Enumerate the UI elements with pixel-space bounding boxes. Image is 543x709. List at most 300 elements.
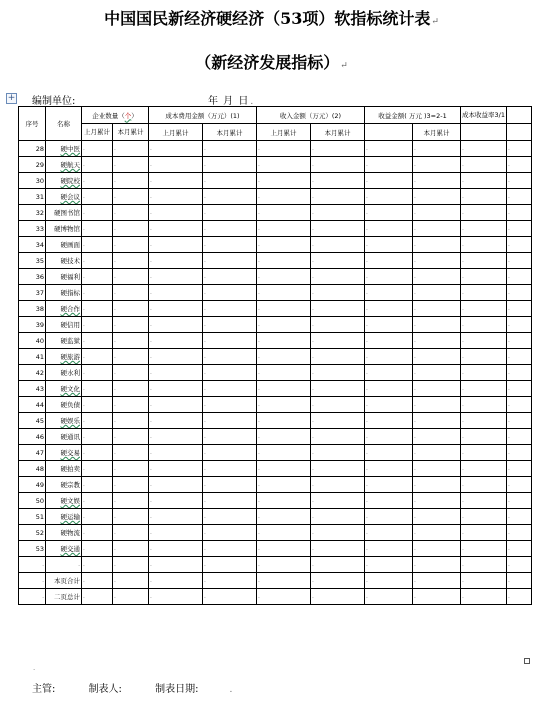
- data-cell[interactable]: .: [365, 493, 413, 509]
- data-cell[interactable]: .: [203, 301, 257, 317]
- data-cell[interactable]: .: [365, 381, 413, 397]
- data-cell[interactable]: .: [311, 557, 365, 573]
- data-cell[interactable]: .: [311, 349, 365, 365]
- data-cell[interactable]: .: [149, 141, 203, 157]
- data-cell[interactable]: .: [113, 381, 149, 397]
- data-cell[interactable]: .: [507, 253, 532, 269]
- data-cell[interactable]: .: [311, 477, 365, 493]
- data-cell[interactable]: .: [311, 269, 365, 285]
- data-cell[interactable]: .: [113, 493, 149, 509]
- data-cell[interactable]: .: [413, 525, 461, 541]
- data-cell[interactable]: .: [413, 445, 461, 461]
- data-cell[interactable]: .: [311, 525, 365, 541]
- data-cell[interactable]: .: [507, 189, 532, 205]
- data-cell[interactable]: .: [365, 189, 413, 205]
- data-cell[interactable]: .: [257, 541, 311, 557]
- data-cell[interactable]: .: [507, 157, 532, 173]
- data-cell[interactable]: .: [507, 301, 532, 317]
- data-cell[interactable]: .: [203, 557, 257, 573]
- data-cell[interactable]: .: [113, 221, 149, 237]
- data-cell[interactable]: .: [82, 253, 113, 269]
- data-cell[interactable]: .: [257, 493, 311, 509]
- data-cell[interactable]: .: [507, 285, 532, 301]
- data-cell[interactable]: .: [461, 493, 507, 509]
- data-cell[interactable]: .: [203, 397, 257, 413]
- data-cell[interactable]: .: [113, 285, 149, 301]
- data-cell[interactable]: .: [203, 445, 257, 461]
- compiling-unit-label: 编制单位:: [32, 96, 76, 107]
- table-move-handle-icon[interactable]: +: [7, 93, 16, 103]
- data-cell[interactable]: .: [82, 413, 113, 429]
- data-cell[interactable]: .: [461, 381, 507, 397]
- data-cell[interactable]: .: [82, 189, 113, 205]
- data-cell[interactable]: .: [365, 557, 413, 573]
- data-cell[interactable]: .: [365, 269, 413, 285]
- data-cell[interactable]: .: [507, 445, 532, 461]
- data-cell[interactable]: .: [365, 509, 413, 525]
- data-cell[interactable]: .: [113, 205, 149, 221]
- data-cell[interactable]: .: [257, 445, 311, 461]
- data-cell[interactable]: .: [113, 173, 149, 189]
- data-cell[interactable]: .: [203, 221, 257, 237]
- data-cell[interactable]: .: [113, 445, 149, 461]
- data-cell[interactable]: .: [413, 253, 461, 269]
- data-cell[interactable]: .: [507, 221, 532, 237]
- data-cell[interactable]: .: [365, 157, 413, 173]
- data-cell[interactable]: .: [257, 573, 311, 589]
- data-cell[interactable]: .: [203, 509, 257, 525]
- data-cell[interactable]: .: [413, 573, 461, 589]
- data-cell[interactable]: .: [311, 397, 365, 413]
- data-cell[interactable]: .: [365, 349, 413, 365]
- data-cell[interactable]: .: [413, 397, 461, 413]
- data-cell[interactable]: .: [507, 397, 532, 413]
- data-cell[interactable]: .: [413, 237, 461, 253]
- data-cell[interactable]: .: [203, 381, 257, 397]
- data-cell[interactable]: .: [507, 541, 532, 557]
- data-cell[interactable]: .: [461, 285, 507, 301]
- data-cell[interactable]: .: [311, 141, 365, 157]
- data-cell[interactable]: .: [82, 237, 113, 253]
- data-cell[interactable]: .: [113, 461, 149, 477]
- data-cell[interactable]: .: [257, 413, 311, 429]
- data-cell[interactable]: .: [113, 413, 149, 429]
- data-cell[interactable]: .: [257, 301, 311, 317]
- data-cell[interactable]: .: [507, 349, 532, 365]
- data-cell[interactable]: .: [311, 429, 365, 445]
- data-cell[interactable]: .: [413, 429, 461, 445]
- data-cell[interactable]: .: [82, 541, 113, 557]
- data-cell[interactable]: .: [203, 573, 257, 589]
- data-cell[interactable]: .: [461, 157, 507, 173]
- data-cell[interactable]: .: [413, 317, 461, 333]
- data-cell[interactable]: .: [82, 525, 113, 541]
- data-cell[interactable]: .: [113, 589, 149, 605]
- data-cell[interactable]: .: [507, 493, 532, 509]
- data-cell[interactable]: .: [82, 285, 113, 301]
- data-cell[interactable]: .: [82, 157, 113, 173]
- data-cell[interactable]: .: [149, 477, 203, 493]
- data-cell[interactable]: .: [461, 477, 507, 493]
- data-cell[interactable]: .: [203, 141, 257, 157]
- data-cell[interactable]: .: [257, 221, 311, 237]
- data-cell[interactable]: .: [461, 349, 507, 365]
- data-cell[interactable]: .: [257, 189, 311, 205]
- data-cell[interactable]: .: [461, 413, 507, 429]
- data-cell[interactable]: .: [507, 333, 532, 349]
- data-cell[interactable]: .: [507, 381, 532, 397]
- data-cell[interactable]: .: [113, 253, 149, 269]
- data-cell[interactable]: .: [461, 525, 507, 541]
- data-cell[interactable]: .: [413, 477, 461, 493]
- data-cell[interactable]: .: [149, 525, 203, 541]
- data-cell[interactable]: .: [82, 381, 113, 397]
- data-cell[interactable]: .: [507, 509, 532, 525]
- data-cell[interactable]: .: [257, 429, 311, 445]
- data-cell[interactable]: .: [257, 157, 311, 173]
- data-cell[interactable]: .: [149, 589, 203, 605]
- data-cell[interactable]: .: [413, 221, 461, 237]
- data-cell[interactable]: .: [413, 493, 461, 509]
- data-cell[interactable]: .: [203, 253, 257, 269]
- data-cell[interactable]: .: [113, 477, 149, 493]
- data-cell[interactable]: .: [82, 365, 113, 381]
- data-cell[interactable]: .: [203, 269, 257, 285]
- data-cell[interactable]: .: [149, 349, 203, 365]
- data-cell[interactable]: .: [113, 541, 149, 557]
- data-cell[interactable]: .: [311, 381, 365, 397]
- data-cell[interactable]: .: [203, 365, 257, 381]
- data-cell[interactable]: .: [311, 317, 365, 333]
- data-cell[interactable]: .: [203, 589, 257, 605]
- data-cell[interactable]: .: [257, 589, 311, 605]
- data-cell[interactable]: .: [82, 493, 113, 509]
- data-cell[interactable]: .: [113, 333, 149, 349]
- data-cell[interactable]: .: [365, 365, 413, 381]
- data-cell[interactable]: .: [82, 573, 113, 589]
- data-cell[interactable]: .: [461, 269, 507, 285]
- data-cell[interactable]: .: [82, 397, 113, 413]
- data-cell[interactable]: .: [82, 221, 113, 237]
- data-cell[interactable]: .: [113, 573, 149, 589]
- data-cell[interactable]: .: [113, 317, 149, 333]
- data-cell[interactable]: .: [203, 285, 257, 301]
- data-cell[interactable]: .: [149, 365, 203, 381]
- data-cell[interactable]: .: [365, 541, 413, 557]
- data-cell[interactable]: .: [311, 461, 365, 477]
- data-cell[interactable]: .: [311, 189, 365, 205]
- col-profit-header: 收益金额( 万元 )3=2-1: [365, 107, 461, 124]
- data-cell[interactable]: .: [149, 429, 203, 445]
- data-cell[interactable]: .: [203, 413, 257, 429]
- data-cell[interactable]: .: [257, 141, 311, 157]
- data-cell[interactable]: .: [311, 589, 365, 605]
- data-cell[interactable]: .: [203, 173, 257, 189]
- data-cell[interactable]: .: [149, 317, 203, 333]
- data-cell[interactable]: .: [257, 205, 311, 221]
- data-cell[interactable]: .: [413, 141, 461, 157]
- data-cell[interactable]: .: [257, 557, 311, 573]
- data-cell[interactable]: .: [149, 573, 203, 589]
- data-cell[interactable]: .: [113, 237, 149, 253]
- data-cell[interactable]: .: [311, 413, 365, 429]
- data-cell[interactable]: .: [149, 173, 203, 189]
- data-cell[interactable]: .: [257, 397, 311, 413]
- data-cell[interactable]: .: [507, 269, 532, 285]
- data-cell[interactable]: .: [257, 317, 311, 333]
- data-cell[interactable]: .: [257, 365, 311, 381]
- data-cell[interactable]: .: [149, 397, 203, 413]
- data-cell[interactable]: .: [257, 477, 311, 493]
- data-cell[interactable]: .: [507, 317, 532, 333]
- data-cell[interactable]: .: [461, 237, 507, 253]
- rate-sub-header: [461, 124, 507, 141]
- data-cell[interactable]: .: [461, 333, 507, 349]
- data-cell[interactable]: .: [82, 301, 113, 317]
- data-cell[interactable]: .: [257, 285, 311, 301]
- data-cell[interactable]: .: [461, 461, 507, 477]
- data-cell[interactable]: .: [507, 173, 532, 189]
- data-cell[interactable]: .: [311, 285, 365, 301]
- data-cell[interactable]: .: [203, 157, 257, 173]
- data-cell[interactable]: .: [365, 589, 413, 605]
- data-cell[interactable]: .: [82, 349, 113, 365]
- data-cell[interactable]: .: [413, 349, 461, 365]
- data-cell[interactable]: .: [149, 301, 203, 317]
- data-cell[interactable]: .: [149, 541, 203, 557]
- data-cell[interactable]: .: [149, 509, 203, 525]
- data-cell[interactable]: .: [413, 301, 461, 317]
- data-cell[interactable]: .: [461, 397, 507, 413]
- data-cell[interactable]: .: [82, 557, 113, 573]
- data-cell[interactable]: .: [507, 205, 532, 221]
- data-cell[interactable]: .: [203, 333, 257, 349]
- data-cell[interactable]: .: [311, 445, 365, 461]
- data-cell[interactable]: .: [507, 557, 532, 573]
- data-cell[interactable]: .: [113, 509, 149, 525]
- data-cell[interactable]: .: [507, 429, 532, 445]
- data-cell[interactable]: .: [257, 381, 311, 397]
- data-cell[interactable]: .: [413, 189, 461, 205]
- data-cell[interactable]: .: [82, 333, 113, 349]
- data-cell[interactable]: .: [365, 477, 413, 493]
- data-cell[interactable]: .: [149, 333, 203, 349]
- data-cell[interactable]: .: [311, 333, 365, 349]
- data-cell[interactable]: .: [82, 429, 113, 445]
- data-cell[interactable]: .: [203, 317, 257, 333]
- data-cell[interactable]: .: [413, 461, 461, 477]
- data-cell[interactable]: .: [413, 509, 461, 525]
- data-cell[interactable]: .: [149, 493, 203, 509]
- data-cell[interactable]: .: [149, 189, 203, 205]
- data-cell[interactable]: .: [82, 205, 113, 221]
- data-cell[interactable]: .: [461, 573, 507, 589]
- data-cell[interactable]: .: [113, 429, 149, 445]
- data-cell[interactable]: .: [413, 365, 461, 381]
- data-cell[interactable]: .: [82, 317, 113, 333]
- data-cell[interactable]: .: [413, 269, 461, 285]
- data-cell[interactable]: .: [257, 509, 311, 525]
- data-cell[interactable]: .: [365, 285, 413, 301]
- data-cell[interactable]: .: [82, 589, 113, 605]
- data-cell[interactable]: .: [413, 589, 461, 605]
- row-name-text: 硬文化: [60, 385, 80, 393]
- data-cell[interactable]: .: [507, 413, 532, 429]
- data-cell[interactable]: .: [365, 413, 413, 429]
- data-cell[interactable]: .: [413, 173, 461, 189]
- data-cell[interactable]: .: [257, 333, 311, 349]
- data-cell[interactable]: .: [365, 173, 413, 189]
- data-cell[interactable]: .: [413, 381, 461, 397]
- data-cell[interactable]: .: [461, 317, 507, 333]
- data-cell[interactable]: .: [149, 381, 203, 397]
- data-cell[interactable]: .: [311, 541, 365, 557]
- data-cell[interactable]: .: [311, 573, 365, 589]
- data-cell[interactable]: .: [365, 237, 413, 253]
- data-cell[interactable]: .: [113, 301, 149, 317]
- data-cell[interactable]: .: [507, 461, 532, 477]
- data-cell[interactable]: .: [257, 173, 311, 189]
- data-cell[interactable]: .: [149, 221, 203, 237]
- data-cell[interactable]: .: [365, 445, 413, 461]
- data-cell[interactable]: .: [507, 589, 532, 605]
- data-cell[interactable]: .: [257, 461, 311, 477]
- data-cell[interactable]: .: [413, 205, 461, 221]
- data-cell[interactable]: .: [365, 525, 413, 541]
- data-cell[interactable]: .: [149, 413, 203, 429]
- data-cell[interactable]: .: [203, 541, 257, 557]
- data-cell[interactable]: .: [507, 525, 532, 541]
- data-cell[interactable]: .: [311, 365, 365, 381]
- data-cell[interactable]: .: [365, 317, 413, 333]
- data-cell[interactable]: .: [507, 573, 532, 589]
- data-cell[interactable]: .: [149, 557, 203, 573]
- data-cell[interactable]: .: [413, 557, 461, 573]
- data-cell[interactable]: .: [461, 173, 507, 189]
- data-cell[interactable]: .: [507, 477, 532, 493]
- data-cell[interactable]: .: [365, 205, 413, 221]
- data-cell[interactable]: .: [203, 429, 257, 445]
- data-cell[interactable]: .: [82, 173, 113, 189]
- data-cell[interactable]: .: [203, 525, 257, 541]
- data-cell[interactable]: .: [82, 445, 113, 461]
- data-cell[interactable]: .: [311, 221, 365, 237]
- data-cell[interactable]: .: [203, 349, 257, 365]
- data-cell[interactable]: .: [461, 205, 507, 221]
- data-cell[interactable]: .: [461, 189, 507, 205]
- data-cell[interactable]: .: [461, 509, 507, 525]
- row-number: 31: [19, 189, 46, 205]
- data-cell[interactable]: .: [149, 253, 203, 269]
- data-cell[interactable]: .: [413, 157, 461, 173]
- data-cell[interactable]: .: [149, 205, 203, 221]
- data-cell[interactable]: .: [507, 365, 532, 381]
- data-cell[interactable]: .: [413, 333, 461, 349]
- data-cell[interactable]: .: [149, 157, 203, 173]
- data-cell[interactable]: .: [113, 189, 149, 205]
- data-cell[interactable]: .: [461, 253, 507, 269]
- data-cell[interactable]: .: [461, 541, 507, 557]
- data-cell[interactable]: .: [113, 525, 149, 541]
- data-cell[interactable]: .: [311, 509, 365, 525]
- table-resize-handle-icon[interactable]: [524, 658, 530, 664]
- data-cell[interactable]: .: [203, 493, 257, 509]
- data-cell[interactable]: .: [113, 157, 149, 173]
- data-cell[interactable]: .: [257, 349, 311, 365]
- data-cell[interactable]: .: [365, 461, 413, 477]
- data-cell[interactable]: .: [203, 477, 257, 493]
- data-cell[interactable]: .: [82, 477, 113, 493]
- data-cell[interactable]: .: [461, 301, 507, 317]
- data-cell[interactable]: .: [365, 573, 413, 589]
- data-cell[interactable]: .: [82, 269, 113, 285]
- data-cell[interactable]: .: [149, 445, 203, 461]
- data-cell[interactable]: .: [82, 509, 113, 525]
- data-cell[interactable]: .: [365, 333, 413, 349]
- data-cell[interactable]: .: [365, 301, 413, 317]
- data-cell[interactable]: .: [365, 253, 413, 269]
- data-cell[interactable]: .: [257, 253, 311, 269]
- data-cell[interactable]: .: [257, 269, 311, 285]
- data-cell[interactable]: .: [365, 221, 413, 237]
- data-cell[interactable]: .: [311, 253, 365, 269]
- data-cell[interactable]: .: [113, 141, 149, 157]
- data-cell[interactable]: .: [257, 525, 311, 541]
- data-cell[interactable]: .: [413, 541, 461, 557]
- data-cell[interactable]: .: [461, 589, 507, 605]
- data-cell[interactable]: .: [113, 397, 149, 413]
- data-cell[interactable]: .: [149, 269, 203, 285]
- data-cell[interactable]: .: [461, 445, 507, 461]
- data-cell[interactable]: .: [461, 429, 507, 445]
- data-cell[interactable]: .: [82, 141, 113, 157]
- data-cell[interactable]: .: [365, 429, 413, 445]
- data-cell[interactable]: .: [365, 141, 413, 157]
- data-cell[interactable]: .: [365, 397, 413, 413]
- data-cell[interactable]: .: [461, 365, 507, 381]
- table-row: [19, 205, 532, 221]
- data-cell[interactable]: .: [413, 413, 461, 429]
- data-cell[interactable]: .: [203, 461, 257, 477]
- data-cell[interactable]: .: [311, 157, 365, 173]
- data-cell[interactable]: .: [203, 205, 257, 221]
- data-cell[interactable]: .: [413, 285, 461, 301]
- data-cell[interactable]: .: [257, 237, 311, 253]
- data-cell[interactable]: .: [113, 349, 149, 365]
- data-cell[interactable]: .: [113, 365, 149, 381]
- data-cell[interactable]: .: [461, 221, 507, 237]
- data-cell[interactable]: .: [507, 141, 532, 157]
- data-cell[interactable]: .: [113, 269, 149, 285]
- data-cell[interactable]: .: [311, 493, 365, 509]
- row-name-text: 硬指标: [60, 289, 80, 297]
- data-cell[interactable]: .: [311, 301, 365, 317]
- data-cell[interactable]: .: [149, 461, 203, 477]
- data-cell[interactable]: .: [311, 237, 365, 253]
- data-cell[interactable]: .: [203, 189, 257, 205]
- data-cell[interactable]: .: [311, 173, 365, 189]
- data-cell[interactable]: .: [461, 141, 507, 157]
- data-cell[interactable]: .: [149, 237, 203, 253]
- data-cell[interactable]: .: [113, 557, 149, 573]
- data-cell[interactable]: .: [461, 557, 507, 573]
- data-cell[interactable]: .: [149, 285, 203, 301]
- data-cell[interactable]: .: [82, 461, 113, 477]
- data-cell[interactable]: .: [507, 237, 532, 253]
- data-cell[interactable]: .: [203, 237, 257, 253]
- footer-maker-label: 制表人:: [88, 684, 122, 695]
- data-cell[interactable]: .: [311, 205, 365, 221]
